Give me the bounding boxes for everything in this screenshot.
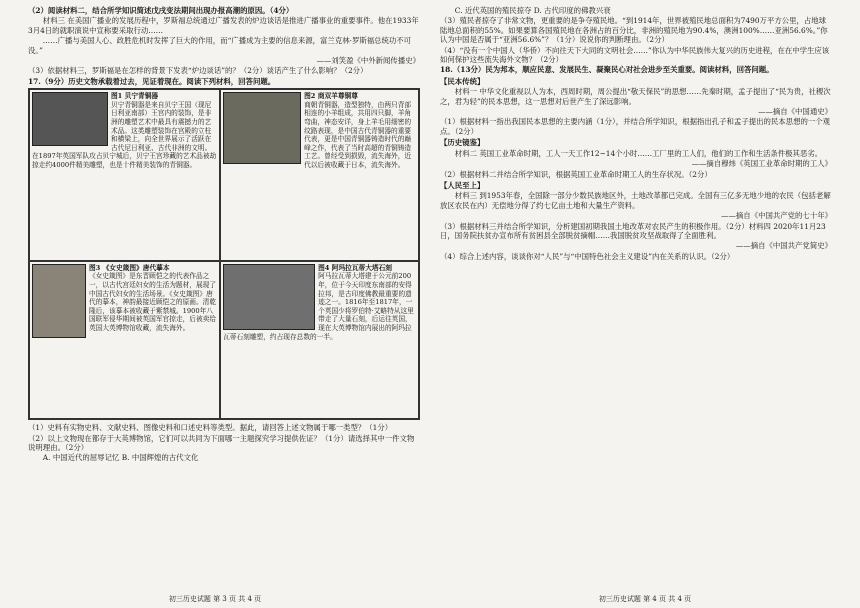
sheep-zun-image	[223, 92, 301, 164]
q18-title: 18.（13分）民为邦本，顺应民意、发展民生、凝聚民心对社会进步至关重要。阅读材料，回答问题。	[440, 65, 774, 75]
relic-grid	[28, 88, 420, 420]
q16-3: （3）依据材料三，罗斯福是在怎样的背景下发表“炉边谈话”的？（2分）谈话产生了什么影响？（2分）	[28, 66, 368, 76]
benin-bronze-image	[32, 92, 108, 146]
q18-3: （3）根据材料三并结合所学知识，分析建国初期我国土地改革对农民产生的积极作用。（2分）材料四 2020年11月23日，国务院扶贫办宣布所有贫困县全部脱贫摘帽……我国脱贫攻坚战取得了全面胜利。	[440, 221, 826, 240]
text-amaravati: 阿马拉瓦蒂大塔建于公元前200年，位于今天印度东南部的安得拉邦，是古印度佛教最重要的遗迹之一。1816年至1817年，一个英国少将罗伯特·艾略特从这里带走了大量石刻，后运往英国，现在大英博物馆内展出的阿玛拉瓦蒂石刻雕塑，约占现存总数的一半。	[223, 272, 414, 341]
text-nvshi: 《女史箴图》是东晋顾恺之的代表作品之一，以古代宫廷妇女的生活为题材，展现了中国古代妇女的生活场景。《女史箴图》唐代的摹本，神韵最接近顾恺之的原画。清乾隆后，该摹本被收藏于紫禁城。1900年八国联军侵华期间被英国军官掠走，后被卖给英国大英博物馆收藏，流失海外。	[89, 272, 217, 332]
material-3-cont: ……广播与美国人心、政胜危机时发挥了巨大的作用，而“广播成为主要的信息来源，富兰克林·罗斯福总统功不可没。”	[28, 36, 412, 55]
material-1: 材料一 中华文化重视以人为本，西周时期，周公提出“敬天保民”的思想……先秦时期，孟子提出了“民为贵，社稷次之，君为轻”的民本思想，这一思想对后世产生了深远影响。	[440, 87, 831, 106]
text-sheep: 商朝青铜器，造型独特，由两只背部相连的小羊组成，共用四只脚，羊角弯曲，神态安详，身上羊毛用细密的纹路表现，是中国古代青铜器的重要代表，更是中国青铜器铸造时代的巅峰之作，代表了当时高超的青铜铸造工艺。曾经受到损毁，流失海外，近代以后被收藏于日本，流失海外。	[304, 100, 412, 169]
text-benin: 贝宁青铜器是来自贝宁王国（现尼日利亚南部）王宫内的装饰，是非洲的雕塑艺术中最具有震撼力的艺术品。这类雕塑装饰在宫殿的立柱和横梁上，向全世界展示了活跃在古代尼日利亚、古代非洲的文明。在1897年英国军队攻占贝宁城后，贝宁王宫珍藏的艺术品被劫掠走约4000件精美雕塑，也是十件精美装饰的青铜器。	[32, 100, 217, 169]
q17-options-ab: A. 中国近代的屈辱记忆 B. 中国辉煌的古代文化	[42, 453, 199, 463]
q18-2: （2）根据材料二并结合所学知识，根据英国工业革命时期工人的生存状况。（2分）	[440, 169, 712, 179]
source-1: ——摘自《中国通史》	[758, 107, 832, 117]
section-minben: 【民本传统】	[440, 76, 485, 86]
caption-amaravati: 图4 阿玛拉瓦蒂大塔石刻	[318, 263, 392, 272]
relic-amaravati	[220, 261, 419, 419]
caption-sheep: 图2 商双羊尊铜尊	[304, 92, 358, 101]
material-3: 材料三 在美国广播业的发展历程中，罗斯福总统通过广播发表的炉边谈话是推进广播事业的重要事件。他在1933年3月4日的就职演说中宣称要采取行动……	[28, 16, 419, 35]
page-3-footer: 初三历史试题 第 3 页 共 4 页	[168, 595, 262, 603]
q17-1: （1）史料有实物史料、文献史料、图像史料和口述史料等类型。据此，请回答上述文物属于哪一类型？（1分）	[28, 423, 393, 433]
q18-1: （1）根据材料一指出我国民本思想的主要内涵（1分），并结合所学知识，根据指出孔子和孟子提出的民本思想的一个观点。（2分）	[440, 117, 831, 136]
q17-3: （3）殖民者掠夺了非常文物，更重要的是争夺殖民地。“到1914年，世界被殖民地总面积为7490万平方公里，占地球陆地总面积的55%。如果要算各国殖民地在各洲占的百分比，非洲的殖民地为90.4%，澳洲100%……亚洲56.6%。”你认为中国是否属于“亚洲56.6%”？（1分）说说你的判断理由。（2分）	[440, 16, 828, 45]
source-3: ——摘自《中国共产党的七十年》	[721, 211, 832, 221]
amaravati-image	[223, 264, 315, 330]
relic-sheep-zun	[220, 89, 419, 261]
relic-benin	[29, 89, 220, 261]
section-history: 【历史镜鉴】	[440, 138, 485, 148]
material-2: 材料二 英国工业革命时期，工人一天工作12~14个小时……工厂里的工人们，他们的工作和生活条件极其恶劣。	[454, 148, 823, 158]
source-2: ——摘自穆炜《英国工业革命时期的工人》	[691, 159, 832, 169]
q17-title: 17.（9分）历史文物承载着过去，见证着现在。阅读下列材料，回答问题。	[28, 76, 276, 86]
relic-nvshi	[29, 261, 220, 419]
nvshi-painting-image	[32, 264, 86, 338]
caption-nvshi: 图3 《女史箴图》唐代摹本	[89, 263, 170, 272]
q18-4: （4）综合上述内容，谈谈你对“人民”与“中国特色社会主义建设”内在关系的认识。（2分）	[440, 251, 735, 261]
page-4-footer: 初三历史试题 第 4 页 共 4 页	[598, 595, 692, 603]
q17-4: （4）“没有一个中国人（华侨）不向往天下大同的文明社会……”你认为中华民族伟大复兴的历史进程，在在中学生应该如何保护这些流失海外文物？（2分）	[440, 45, 830, 65]
q17-2: （2）以上文物现在都存于大英博物馆，它们可以共同为下面哪一主题探究学习提供佐证？（1分）请选择其中一件文物说明理由。（2分）	[28, 433, 415, 453]
page-4	[430, 0, 860, 608]
section-people: 【人民至上】	[440, 180, 485, 190]
source-liu: ——刘笑盈《中外新闻传播史》	[316, 56, 420, 66]
q16-2: （2）阅读材料二，结合所学知识简述戊戌变法期间出现办报高潮的原因。（4分）	[28, 6, 294, 15]
source-4: ——摘自《中国共产党简史》	[735, 241, 832, 251]
q17-options-cd: C. 近代英国的殖民掠夺 D. 古代印度的佛教兴衰	[454, 6, 611, 15]
caption-benin: 图1 贝宁青铜器	[111, 92, 159, 101]
material-3b: 材料三 到1953年春，全国除一部分少数民族地区外，土地改革都已完成。全国有三亿多无地少地的农民（包括老解放区农民在内）无偿地分得了约七亿亩土地和大量生产资料。	[440, 191, 831, 210]
